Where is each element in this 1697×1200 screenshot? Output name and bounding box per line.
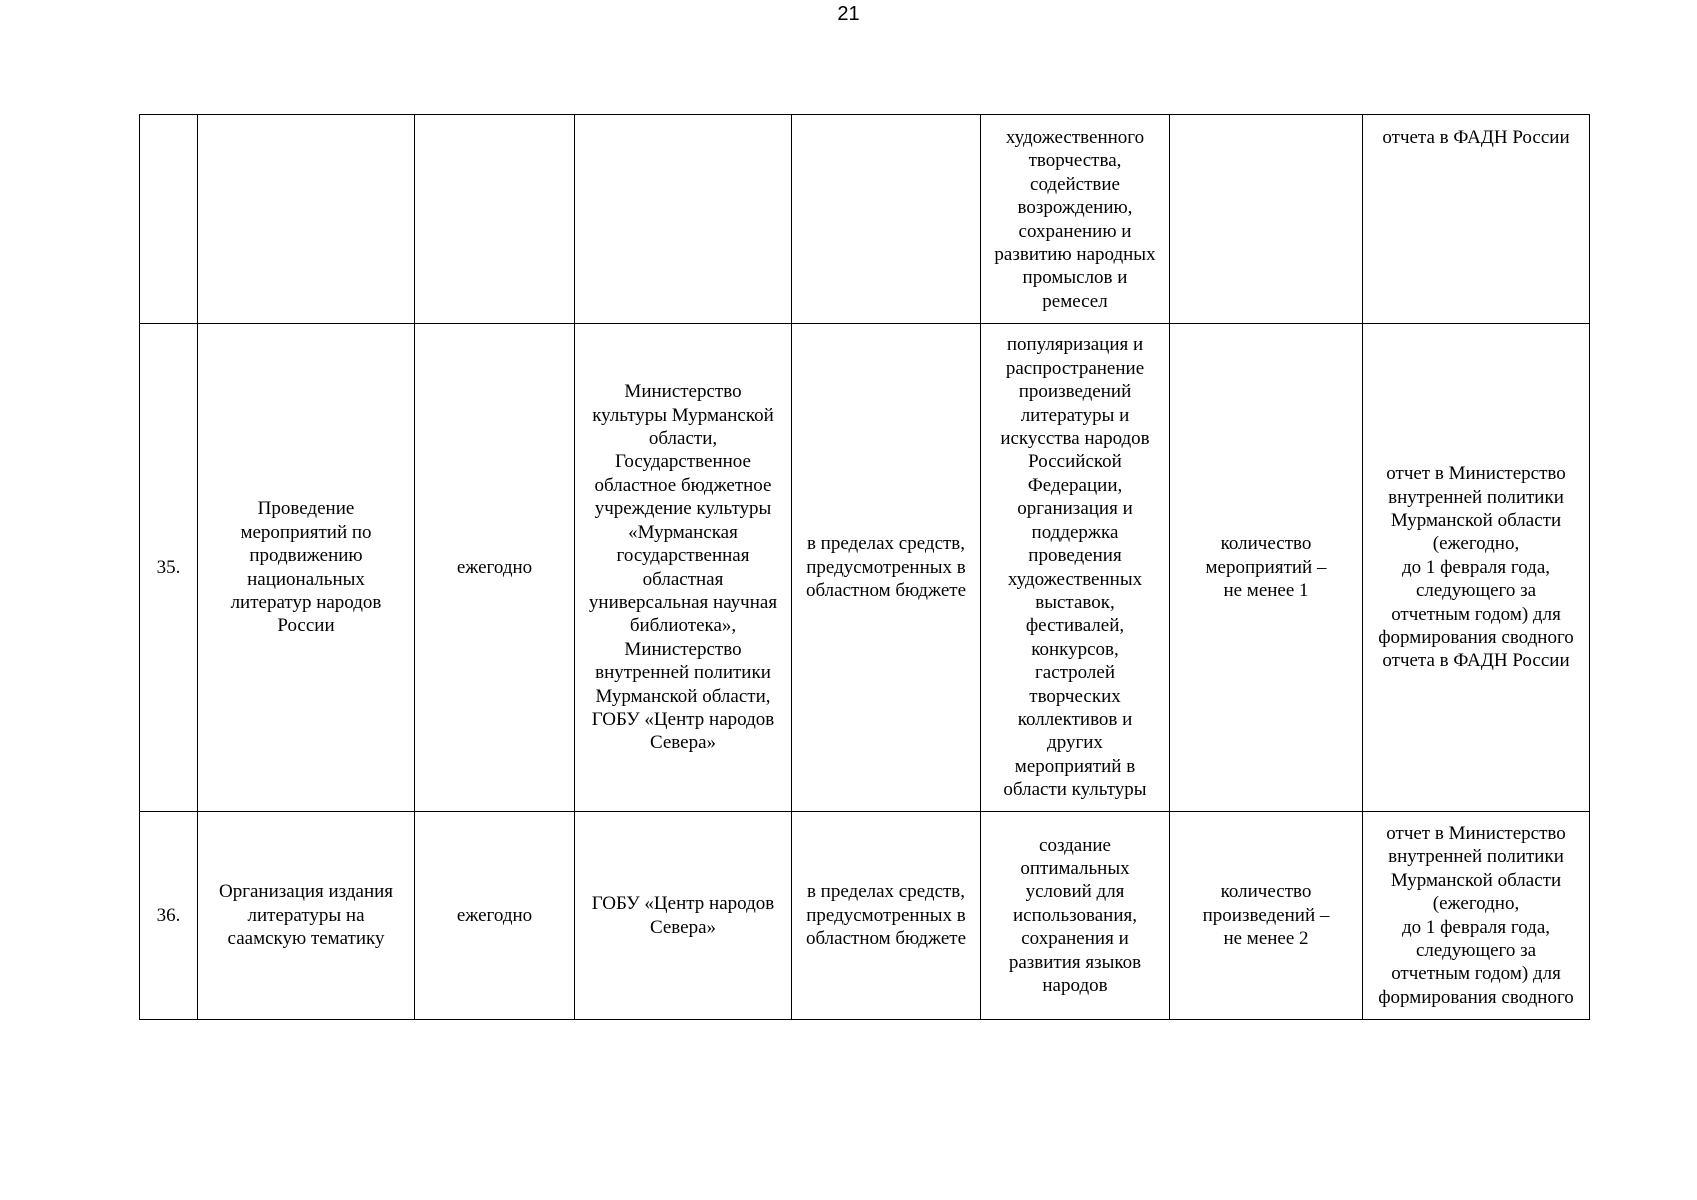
- goal-cell: художественного творчества, содействие возрождению, сохранению и развитию народных промыслов и ремесел: [981, 115, 1170, 324]
- page-number: 21: [837, 3, 860, 25]
- executors-cell: [575, 115, 792, 324]
- indicator-cell: количество мероприятий – не менее 1: [1170, 324, 1363, 812]
- report-cell: отчет в Министерство внутренней политики Мурманской области (ежегодно, до 1 февраля года, следующего за отчетным годом) для формирования сводного: [1363, 812, 1590, 1020]
- row-number-cell: 36.: [140, 812, 198, 1020]
- row-number-cell: [140, 115, 198, 324]
- event-cell: Организация издания литературы на саамскую тематику: [198, 812, 415, 1020]
- table-row: [140, 812, 1590, 1020]
- indicator-cell: [1170, 115, 1363, 324]
- funding-cell: в пределах средств, предусмотренных в областном бюджете: [792, 812, 981, 1020]
- executors-cell: Министерство культуры Мурманской области, Государственное областное бюджетное учреждение культуры «Мурманская государственная областная универсальная научная библиотека», Министерство внутренней политики Мурманской области, ГОБУ «Центр народов Севера»: [575, 324, 792, 812]
- report-cell: отчета в ФАДН России: [1363, 115, 1590, 324]
- funding-cell: в пределах средств, предусмотренных в областном бюджете: [792, 324, 981, 812]
- period-cell: ежегодно: [415, 324, 575, 812]
- funding-cell: [792, 115, 981, 324]
- plan-table: [139, 114, 1590, 1020]
- period-cell: ежегодно: [415, 812, 575, 1020]
- executors-cell: ГОБУ «Центр народов Севера»: [575, 812, 792, 1020]
- goal-cell: создание оптимальных условий для использования, сохранения и развития языков народов: [981, 812, 1170, 1020]
- goal-cell: популяризация и распространение произведений литературы и искусства народов Российской Федерации, организация и поддержка проведения художественных выставок, фестивалей, конкурсов, гастролей творческих коллективов и других мероприятий в области культуры: [981, 324, 1170, 812]
- event-cell: [198, 115, 415, 324]
- table-row: [140, 115, 1590, 324]
- row-number-cell: 35.: [140, 324, 198, 812]
- report-cell: отчет в Министерство внутренней политики Мурманской области (ежегодно, до 1 февраля года, следующего за отчетным годом) для формирования сводного отчета в ФАДН России: [1363, 324, 1590, 812]
- indicator-cell: количество произведений – не менее 2: [1170, 812, 1363, 1020]
- table-row: [140, 324, 1590, 812]
- period-cell: [415, 115, 575, 324]
- event-cell: Проведение мероприятий по продвижению национальных литератур народов России: [198, 324, 415, 812]
